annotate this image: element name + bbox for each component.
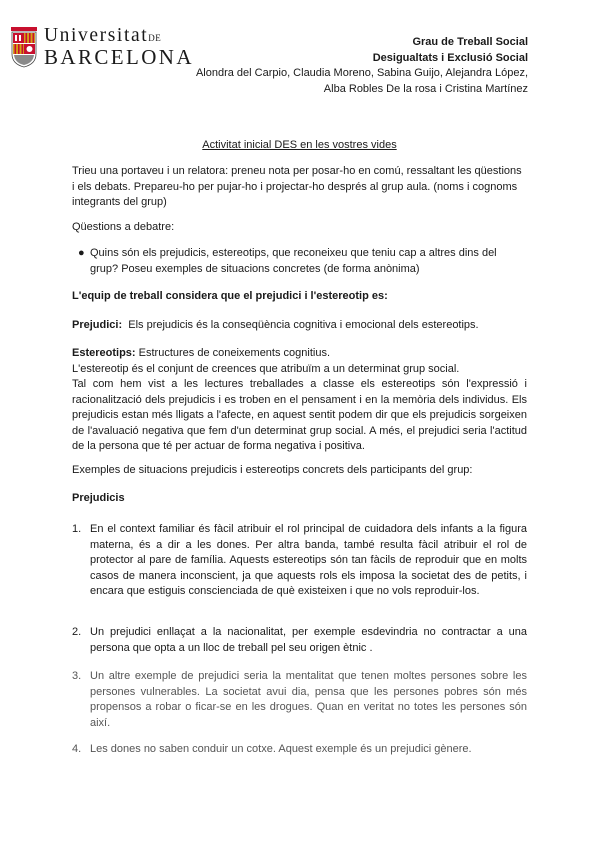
list-item-text: Les dones no saben conduir un cotxe. Aquest exemple és un prejudici gènere.	[90, 743, 472, 755]
logo-barcelona-text: BARCELONA	[44, 45, 194, 69]
estereotips-paragraph: Tal com hem vist a les lectures treballades a classe els estereotips són l'expressió i racionalització dels prejudicis i es troben en el pensament i en la memòria dels individus. Els prejudicis estan més lligats a l'afecte, en aquest sentit podem dir que els prejudicis sorgeixen de l'avaluació negativa que fem d'un determinat grup social. A més, el prejudici seria l'actitud de la persona que té per actuar de forma negativa i positiva.	[72, 378, 527, 452]
list-item-number: 1.	[72, 523, 82, 535]
list-item	[72, 742, 527, 758]
bullet-icon: ●	[78, 247, 85, 259]
authors-line-2: Alba Robles De la rosa i Cristina Martínez	[323, 82, 528, 95]
question-text: Quins són els prejudicis, estereotips, que reconeixeu que teniu cap a altres dins del grup? Poseu exemples de situacions concretes (de forma anònima)	[90, 247, 497, 275]
estereotips-section	[72, 346, 527, 455]
subject-name: Desigualtats i Exclusió Social	[372, 51, 528, 64]
list-item-text: Un altre exemple de prejudici seria la mentalitat que tenen moltes persones sobre les persones vulnerables. La societat avui dia, pensa que les persones pobres són més propensos a robar o ficar-se en les drogues. Quan en veritat no totes les persones són així.	[90, 670, 527, 729]
prejudici-label: Prejudici:	[72, 319, 123, 331]
authors-line-1: Alondra del Carpio, Claudia Moreno, Sabina Guijo, Alejandra López,	[195, 67, 528, 79]
list-item-number: 3.	[72, 670, 82, 682]
estereotips-text: Estructures de coneixements cognitius.	[138, 347, 331, 359]
examples-intro: Exemples de situacions prejudicis i estereotips concrets dels participants del grup:	[72, 464, 473, 476]
document-title: Activitat inicial DES en les vostres vides	[202, 139, 397, 151]
questions-label: Qüestions a debatre:	[72, 221, 175, 233]
list-item	[72, 625, 527, 656]
document-header	[196, 35, 528, 97]
logo-university-text: UniversitatDE	[44, 25, 162, 46]
list-item	[72, 522, 527, 600]
list-item-number: 4.	[72, 743, 82, 755]
question-bullet	[78, 246, 527, 277]
prejudici-definition	[72, 318, 527, 334]
prejudici-text: Els prejudicis és la conseqüència cognitiva i emocional dels estereotips.	[128, 319, 479, 331]
university-logo	[10, 24, 194, 74]
university-shield-icon	[10, 26, 38, 68]
degree-name: Grau de Treball Social	[412, 36, 528, 48]
list-item-number: 2.	[72, 626, 82, 638]
team-heading: L'equip de treball considera que el prejudici i l'estereotip es:	[72, 290, 388, 302]
list-item	[72, 669, 527, 731]
intro-paragraph: Trieu una portaveu i un relatora: preneu nota per posar-ho en comú, ressaltant les qüestions i els debats. Prepareu-ho per pujar-ho i projectar-ho després al grup aula. (noms i cognoms integrants del grup)	[72, 165, 522, 208]
estereotips-definition	[72, 346, 527, 362]
list-item-text: En el context familiar és fàcil atribuir el rol principal de cuidadora dels infants a la figura materna, és a dir a les dones. Per altra banda, també resulta fàcil atribuir el rol de protector al pare de família. Aquests estereotips són tan fàcils de reproduir que en molts casos de manera inconscient, ja que aquests rols els imposa la societat des de petits, i encara que estiguis conscienciada de què existeixen i que no vols reproduir-los.	[90, 523, 527, 597]
list-item-text: Un prejudici enllaçat a la nacionalitat, per exemple esdevindria no contractar a una persona que opta a un lloc de treball pel seu origen ètnic .	[90, 626, 527, 654]
estereotips-line-2: L'estereotip és el conjunt de creences que atribuïm a un determinat grup social.	[72, 362, 460, 375]
estereotips-label: Estereotips:	[72, 347, 136, 359]
prejudicis-heading: Prejudicis	[72, 492, 125, 504]
